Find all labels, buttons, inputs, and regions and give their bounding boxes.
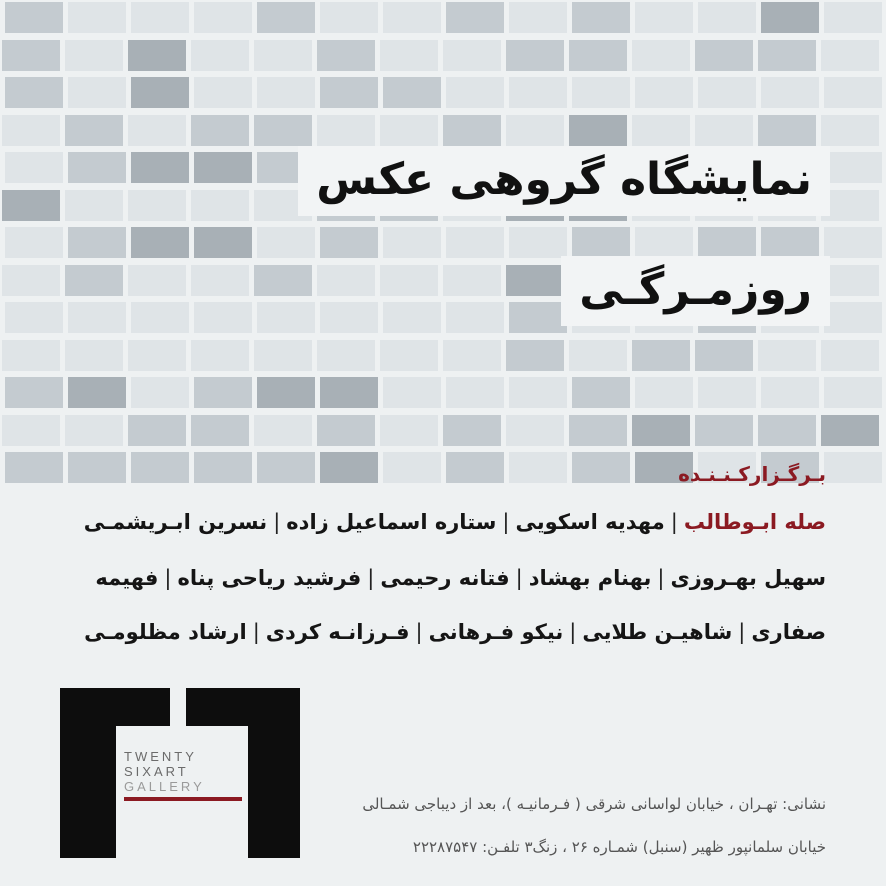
background-tile (65, 415, 123, 446)
background-tile (254, 415, 312, 446)
background-tile (383, 2, 441, 33)
background-tile (68, 377, 126, 408)
background-tile (5, 2, 63, 33)
background-tile (446, 227, 504, 258)
exhibition-title: نمایشگاه گروهی عکس (298, 146, 830, 216)
background-tile (5, 302, 63, 333)
background-tile (191, 415, 249, 446)
organizer-name: صله ابـوطالب (683, 510, 826, 534)
background-tile (65, 190, 123, 221)
background-tile (65, 40, 123, 71)
background-tile (572, 452, 630, 483)
background-tile (131, 302, 189, 333)
background-tile (5, 227, 63, 258)
background-tile (824, 227, 882, 258)
background-tile (758, 40, 816, 71)
background-tile (821, 415, 879, 446)
background-tile (191, 190, 249, 221)
background-tile (761, 227, 819, 258)
background-tile (443, 115, 501, 146)
background-tile (698, 2, 756, 33)
background-tile (698, 77, 756, 108)
separator: | (569, 620, 577, 644)
background-tile (131, 377, 189, 408)
organizer-names-line-1 (56, 510, 826, 534)
background-tile (443, 265, 501, 296)
background-tile (5, 152, 63, 183)
background-tile (257, 377, 315, 408)
organizer-name: فرشید ریاحی پناه (177, 566, 362, 590)
organizer-name: شاهیـن طلایی (582, 620, 733, 644)
background-tile (632, 340, 690, 371)
background-tile (254, 340, 312, 371)
organizer-name: فهیمه (95, 566, 159, 590)
background-tile (446, 302, 504, 333)
background-tile (68, 452, 126, 483)
organizer-name: نیکو فـرهانی (428, 620, 564, 644)
background-tile (824, 152, 882, 183)
separator: | (415, 620, 423, 644)
background-tile (569, 340, 627, 371)
background-tile (254, 265, 312, 296)
background-tile (194, 77, 252, 108)
background-tile (569, 40, 627, 71)
background-tile (758, 340, 816, 371)
background-tile (320, 77, 378, 108)
background-tile (257, 2, 315, 33)
background-tile (443, 340, 501, 371)
background-tile (446, 2, 504, 33)
background-tile (509, 377, 567, 408)
background-tile (2, 40, 60, 71)
background-tile (317, 340, 375, 371)
background-tile (131, 152, 189, 183)
background-tile (383, 77, 441, 108)
organizer-names-line-3 (56, 620, 826, 644)
logo-accent-bar (124, 797, 242, 801)
background-tile (821, 115, 879, 146)
background-tile (128, 415, 186, 446)
background-tile (5, 377, 63, 408)
background-tile (821, 40, 879, 71)
background-tile (68, 227, 126, 258)
background-tile (695, 415, 753, 446)
background-tile (761, 77, 819, 108)
background-tile (68, 152, 126, 183)
background-tile (509, 452, 567, 483)
background-tile (632, 40, 690, 71)
separator: | (738, 620, 746, 644)
background-tile (824, 377, 882, 408)
separator: | (502, 510, 510, 534)
background-tile (317, 415, 375, 446)
background-tile (254, 115, 312, 146)
background-tile (509, 227, 567, 258)
background-tile (131, 2, 189, 33)
background-tile (446, 77, 504, 108)
background-tile (569, 115, 627, 146)
organizer-names-line-2 (56, 566, 826, 590)
background-tile (320, 227, 378, 258)
separator: | (164, 566, 172, 590)
background-tile (257, 452, 315, 483)
background-tile (824, 302, 882, 333)
background-tile (194, 377, 252, 408)
background-tile (506, 340, 564, 371)
background-tile (572, 377, 630, 408)
background-tile (2, 115, 60, 146)
background-tile (257, 77, 315, 108)
background-tile (635, 77, 693, 108)
organizers-label: بـرگـزارکـنـنـده (678, 462, 826, 486)
background-tile (320, 377, 378, 408)
background-tile (698, 227, 756, 258)
background-tile (320, 2, 378, 33)
background-tile (2, 265, 60, 296)
background-tile (68, 302, 126, 333)
background-tile (2, 415, 60, 446)
background-tile (506, 115, 564, 146)
background-tile (509, 77, 567, 108)
background-tile (194, 152, 252, 183)
background-tile (758, 115, 816, 146)
organizer-name: فـرزانـه کردی (265, 620, 410, 644)
background-tile (194, 2, 252, 33)
background-tile (317, 265, 375, 296)
background-tile (572, 77, 630, 108)
background-tile (506, 265, 564, 296)
logo-notch (170, 688, 186, 726)
background-tile (254, 40, 312, 71)
background-tile (824, 77, 882, 108)
exhibition-subtitle: روزمـرگـی (561, 256, 830, 326)
separator: | (252, 620, 260, 644)
background-tile (632, 415, 690, 446)
background-tile (194, 227, 252, 258)
organizer-name: مهدیه اسکویی (515, 510, 665, 534)
background-tile (257, 302, 315, 333)
organizer-name: سهیل بهـروزی (670, 566, 826, 590)
separator: | (367, 566, 375, 590)
background-tile (128, 190, 186, 221)
background-tile (695, 340, 753, 371)
background-tile (191, 40, 249, 71)
gallery-logo (60, 688, 300, 858)
logo-text-gallery: GALLERY (124, 779, 205, 794)
background-tile (383, 377, 441, 408)
background-tile (128, 265, 186, 296)
organizer-name: فتانه رحیمی (380, 566, 510, 590)
background-tile (320, 452, 378, 483)
background-tile (317, 40, 375, 71)
background-tile (191, 340, 249, 371)
background-tile (128, 40, 186, 71)
background-tile (380, 115, 438, 146)
background-tile (509, 302, 567, 333)
background-tile (758, 415, 816, 446)
background-tile (194, 452, 252, 483)
background-tile (572, 227, 630, 258)
background-tile (632, 115, 690, 146)
background-tile (446, 377, 504, 408)
background-tile (824, 2, 882, 33)
background-tile (635, 377, 693, 408)
background-tile (257, 227, 315, 258)
background-tile (131, 77, 189, 108)
logo-text-twenty: TWENTY (124, 749, 197, 764)
separator: | (515, 566, 523, 590)
background-tile (68, 77, 126, 108)
background-tile (5, 77, 63, 108)
background-tile (506, 415, 564, 446)
background-tile (761, 377, 819, 408)
background-tile (380, 415, 438, 446)
background-tile (635, 2, 693, 33)
background-tile (569, 415, 627, 446)
organizer-name: ستاره اسماعیل زاده (286, 510, 497, 534)
background-tile (191, 265, 249, 296)
background-tile (317, 115, 375, 146)
background-tile (635, 227, 693, 258)
background-tile (761, 2, 819, 33)
background-tile (443, 40, 501, 71)
background-tile (509, 2, 567, 33)
background-tile (446, 452, 504, 483)
background-tile (68, 2, 126, 33)
background-tile (2, 340, 60, 371)
background-tile (380, 40, 438, 71)
background-tile (128, 115, 186, 146)
separator: | (273, 510, 281, 534)
background-tile (131, 452, 189, 483)
background-tile (320, 302, 378, 333)
address-line-2: خیابان سلمانپور ظهیر (سنبل) شمـاره ۲۶ ، زنگ۳ تلفـن: ۲۲۲۸۷۵۴۷ (412, 838, 826, 856)
separator: | (657, 566, 665, 590)
background-tile (194, 302, 252, 333)
background-tile (698, 377, 756, 408)
organizer-name: بهنام بهشاد (528, 566, 652, 590)
organizer-name: ارشاد مظلومـی (84, 620, 247, 644)
background-tile (65, 340, 123, 371)
background-tile (191, 115, 249, 146)
background-tile (383, 452, 441, 483)
background-tile (695, 115, 753, 146)
background-tile (65, 265, 123, 296)
background-tile (506, 40, 564, 71)
background-tile (383, 302, 441, 333)
background-tile (380, 265, 438, 296)
background-tile (821, 340, 879, 371)
background-tile (572, 2, 630, 33)
background-tile (65, 115, 123, 146)
background-tile (695, 40, 753, 71)
address-line-1: نشانی: تهـران ، خیابان لواسانی شرقی ( فـرمانیـه )، بعد از دیباجی شمـالی (362, 795, 826, 813)
background-tile (383, 227, 441, 258)
background-tile (2, 190, 60, 221)
logo-text-sixart: SIXART (124, 764, 189, 779)
organizer-name: صفاری (751, 620, 826, 644)
background-tile (128, 340, 186, 371)
separator: | (670, 510, 678, 534)
background-tile (824, 452, 882, 483)
background-tile (443, 415, 501, 446)
background-tile (5, 452, 63, 483)
background-tile (131, 227, 189, 258)
background-tile (380, 340, 438, 371)
organizer-name: نسرین ابـریشمـی (83, 510, 268, 534)
